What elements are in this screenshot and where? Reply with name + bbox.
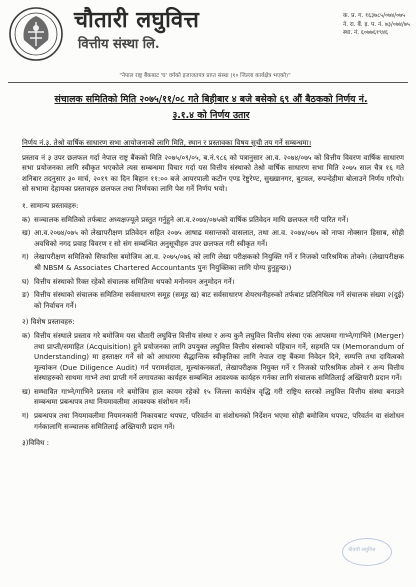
- proposal-item: [22, 331, 404, 384]
- proposal-item: [22, 277, 404, 288]
- proposal-marker: क): [22, 214, 31, 224]
- letterhead: [0, 0, 416, 90]
- organization-name-suffix: वित्तीय संस्था लि.: [78, 37, 160, 52]
- intro-paragraph: प्रस्ताव नं ३ उपर छलफल गर्दा नेपाल राष्ट्र बैंकको मिति २०७५/०९/०५, ब.नं.९८६ को पत्रानुसार आ.व. २०७४/०७५ को वित्तीय विवरण वार्षिक साधारण सभा प्रयोजनका लागि स्वीकृत भएकोले त्यस सम्बन्धमा विचार गर्दा यस वित्तीय संस्थाको तेश्रो वार्षिक साधारण सभा मिति २०७५ साल चैत्र १६ गते शनिबार तदनुसार ३० मार्च, २०१९ का दिन बिहान ११:०० बजे आयरपाली कटौन एण्ड रेष्टुरेण्ट, सुख्खानगर, बुटवल, रुपन्देहीमा बोलाउने निर्णय गरियो। सो सभामा देहायका प्रस्तावहरु छलफल तथा निर्णयका लागि पेश गर्ने निर्णय भयो।: [22, 152, 404, 194]
- organization-logo-icon: [8, 6, 64, 62]
- document-body: [22, 138, 404, 452]
- proposal-marker: ग): [22, 411, 29, 421]
- stamp-text: चौतारी लघुवित्त: [348, 547, 376, 553]
- title-line: संचालक समितिको मिति २०७५/११/०८ गते बिहीबार ४ बजे बसेको ६९ औं बैठकको निर्णय नं.: [54, 94, 368, 105]
- proposal-marker: ङ): [22, 290, 30, 300]
- proposal-text: आ.व.२०७४/०७५ को लेखापरीक्षण प्रतिवेदन सहित २०७५ आषाढ मसान्तको वासलात, तथा आ.व. २०७४/०७५ को नाफा नोक्सान हिसाब, सोही अवधिको नगद प्रवाह विवरण र सो संग सम्बन्धित अनुसूचीहरु उपर छलफल गरी स्वीकृत गर्ने।: [34, 228, 404, 248]
- proposal-text: वित्तीय संस्थाले प्रस्ताव गरे बमोजिम यस चौतारी लघुवित्त वित्तीय संस्था र अन्य कुनै लघुवित्त वित्तीय संस्था एक आपसमा गाभ्ने/गाभिने (Merger) तथा प्राप्ती/समाहित (Acquisition) हुने प्रयोजनका लागि उपयुक्त लघुवित्त वित्तीय संस्थाको पहिचान गर्ने, सहमति पत्र (Memorandum of Understanding) मा हस्ताक्षर गर्ने सो को आधारमा सैद्धान्तिक स्वीकृतिका लागि नेपाल राष्ट्र बैंकमा निवेदन दिने, सम्पत्ति तथा दायित्वको मूल्यांकन (Due Diligence Audit) गर्न परामर्शदाता, मूल्यांकनकर्ता, लेखापरीक्षक नियुक्त गर्ने र निजको पारिश्रमिक तोक्ने र अन्य वित्तीय संस्थाहरुको साथमा गाभ्ने तथा प्राप्ती गर्ने लगायतका कार्यहरु सम्बन्धित आवश्यक कार्यहरु गर्नका लागि संचालक समितिलाई अख्तियारी प्रदान गर्ने।: [34, 330, 404, 383]
- proposal-text: प्रबन्धपत्र तथा नियमावलीमा नियमनकारी निकायबाट थपघट, परिवर्तन वा संशोधनको निर्देशन भएमा सोही बमोजिम थपघट, परिवर्तन वा संशोधन गर्नकालागि सञ्चालक समितिलाई अख्तियारी प्रदान गर्ने।: [34, 411, 404, 431]
- proposal-item: [22, 290, 404, 311]
- agenda-heading: [22, 138, 404, 149]
- proposal-text: सम्भावित गाभ्ने/गाभिने प्रस्ताव गरे बमोजिम हाल कायम रहेको १५ जिल्ला कार्यक्षेत्र वृद्धि गरी राष्ट्रिय स्तरको लघुवित्त वित्तीय संस्था बनाउने सम्बन्धमा प्रबन्धपत्र तथा नियमावलीमा आवश्यक संशोधन गर्ने।: [34, 386, 404, 407]
- general-proposals-list: [22, 215, 404, 312]
- letterhead-divider: [8, 82, 408, 83]
- title-line: ३.१.४ को निर्णय उतार: [172, 110, 250, 121]
- registration-details: [343, 12, 413, 38]
- proposal-marker: क): [22, 330, 31, 340]
- proposal-text: वित्तीय संस्थाको रिक्त रहेको संचालक समितिमा थपको मनोनयन अनुमोदन गर्ने।: [34, 276, 235, 286]
- registration-line: क. प्र. ग. १६३७८५/०७४/०७५: [343, 13, 406, 19]
- proposal-marker: घ): [22, 276, 29, 286]
- proposal-text: लेखापरीक्षण समितिको सिफारिस बमोजिम आ.व. २०७५/०७६ को लागि लेखा परीक्षकको नियुक्ति गर्ने र निजको पारिश्रमिक तोक्ने। (लेखापरीक्षक श्री NBSM & Associates Chartered Accountants पुनः नियुक्तिका लागि योग्य हुनुहुन्छ।): [34, 252, 404, 272]
- organization-tagline: "नेपाल राष्ट्र बैंकबाट 'घ' वर्गको इजाजतपत्र प्राप्त संस्था (१० जिल्ला कार्यक्षेत्र भएको)": [119, 73, 291, 79]
- proposal-item: [22, 387, 404, 408]
- proposal-marker: ख): [22, 228, 31, 238]
- proposal-text: वित्तीय संस्थाको संचालक समितिमा सर्वसाधारण समूह (समूह ख) बाट सर्वसाधारण शेयरधनीहरुको तर्फबाट प्रतिनिधित्व गर्ने संचालक संख्या २(दुई) को निर्वाचन गर्ने।: [34, 290, 404, 310]
- proposal-item: [22, 228, 404, 249]
- proposal-text: सञ्चालक समितिको तर्फबाट अध्यक्षज्यूले प्रस्तुत गर्नुहुने आ.व.२०७४/०७५को वार्षिक प्रतिवेदन माथि छलफल गरी पारित गर्ने।: [34, 214, 349, 224]
- office-stamp: [342, 538, 392, 566]
- proposal-item: [22, 252, 404, 273]
- organization-name: चौतारी लघुवित्त: [74, 7, 200, 33]
- section-heading: २) विशेष प्रस्तावहरु:: [22, 317, 75, 327]
- proposal-marker: ख): [22, 386, 31, 396]
- proposal-item: [22, 411, 404, 432]
- section-heading: १. सामान्य प्रस्तावहरु:: [22, 200, 79, 210]
- section-heading: ३)विविध :: [22, 438, 50, 448]
- proposal-item: [22, 215, 404, 226]
- registration-line: ने. रा. बैं. इ. प. नं. ७३/०७४/७५: [343, 21, 410, 28]
- proposal-marker: ग): [22, 252, 29, 262]
- document-title: [22, 92, 400, 124]
- agenda-text: निर्णय नं.३. तेश्रो वार्षिक साधारण सभा आयोजनाको लागि मिति, स्थान र प्रस्तावका विषय सूची तय गर्ने सम्बन्धमा।: [22, 138, 312, 147]
- special-proposals-list: [22, 331, 404, 432]
- registration-line: स्था. नं. ६०७७६१९४६: [343, 30, 389, 36]
